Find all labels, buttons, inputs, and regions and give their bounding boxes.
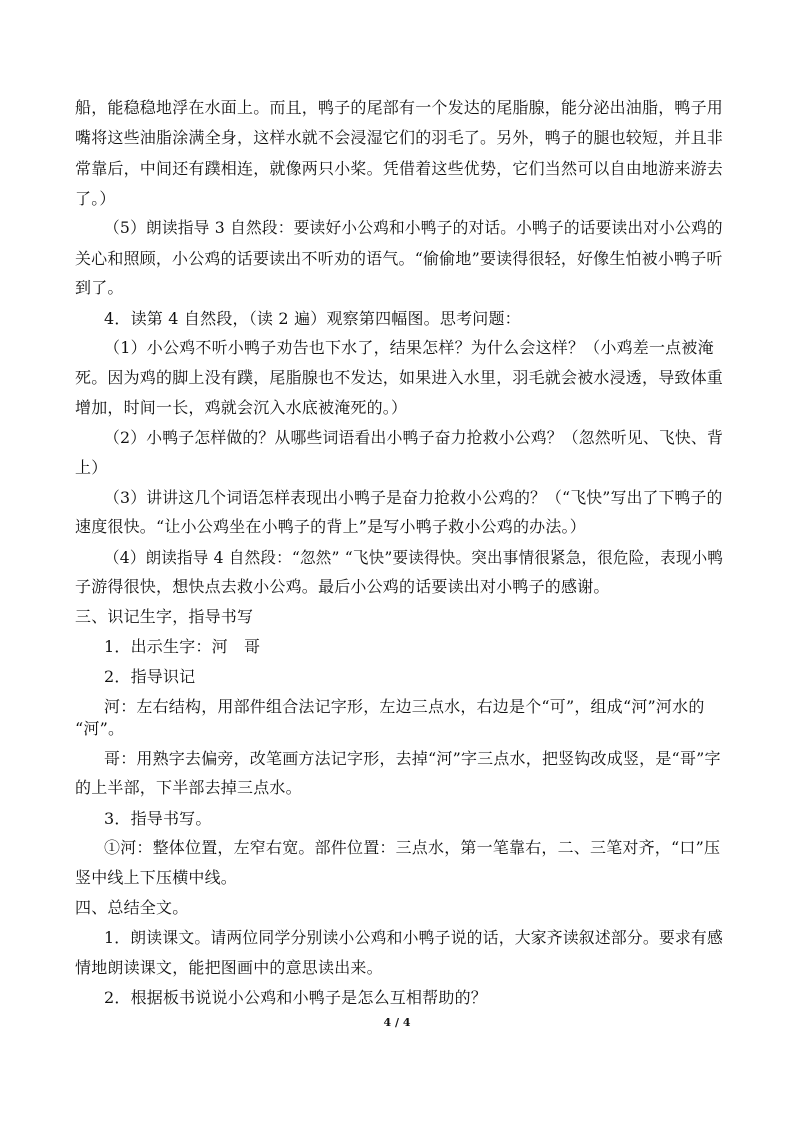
text-line: 上） bbox=[75, 457, 108, 477]
text-line: 情地朗读课文，能把图画中的意思读出来。 bbox=[75, 957, 383, 977]
text-line: 嘴将这些油脂涂满全身，这样水就不会浸湿它们的羽毛了。另外，鸭子的腿也较短，并且非 bbox=[75, 128, 724, 148]
text-line: 竖中线上下压横中线。 bbox=[75, 868, 238, 888]
text-line: 速度很快。“让小公鸡坐在小鸭子的背上”是写小鸭子救小公鸡的办法。） bbox=[75, 517, 586, 537]
section-heading: 四、总结全文。 bbox=[75, 897, 189, 917]
text-line: （2）小鸭子怎样做的？从哪些词语看出小鸭子奋力抢救小公鸡？（忽然听见、飞快、背 bbox=[104, 428, 723, 448]
text-line: （3）讲讲这几个词语怎样表现出小鸭子是奋力抢救小公鸡的？（“飞快”写出了下鸭子的 bbox=[104, 487, 723, 507]
text-line: 哥：用熟字去偏旁，改笔画方法记字形，去掉“河”字三点水，把竖钩改成竖，是“哥”字 bbox=[104, 748, 721, 768]
text-line: ①河：整体位置，左窄右宽。部件位置：三点水，第一笔靠右，二、三笔对齐，“口”压 bbox=[104, 838, 721, 858]
text-line: 船，能稳稳地浮在水面上。而且，鸭子的尾部有一个发达的尾脂腺，能分泌出油脂，鸭子用 bbox=[75, 98, 724, 117]
text-line: 到了。 bbox=[75, 278, 124, 298]
text-line: 的上半部，下半部去掉三点水。 bbox=[75, 778, 302, 798]
text-line: 常靠后，中间还有蹼相连，就像两只小桨。凭借着这些优势，它们当然可以自由地游来游去 bbox=[75, 158, 724, 178]
list-item: 3．指导书写。 bbox=[104, 808, 212, 828]
text-line: （1）小公鸡不听小鸭子劝告也下水了，结果怎样？为什么会这样？（小鸡差一点被淹 bbox=[104, 338, 714, 357]
text-line: （5）朗读指导 3 自然段：要读好小公鸡和小鸭子的对话。小鸭子的话要读出对小公鸡的 bbox=[104, 218, 723, 238]
list-item: 4．读第 4 自然段，（读 2 遍）观察第四幅图。思考问题： bbox=[104, 308, 521, 328]
list-item: 1．朗读课文。请两位同学分别读小公鸡和小鸭子说的话，大家齐读叙述部分。要求有感 bbox=[104, 928, 723, 948]
text-line: 死。因为鸡的脚上没有蹼，尾脂腺也不发达，如果进入水里，羽毛就会被水浸透，导致体重 bbox=[75, 368, 724, 388]
text-line: 子游得很快，想快点去救小公鸡。最后小公鸡的话要读出对小鸭子的感谢。 bbox=[75, 577, 610, 597]
text-line: 河：左右结构，用部件组合法记字形，左边三点水，右边是个“可”，组成“河”河水的 bbox=[104, 696, 705, 716]
section-heading: 三、识记生字，指导书写 bbox=[75, 607, 254, 627]
list-item: 2．指导识记 bbox=[104, 667, 196, 687]
text-line: （4）朗读指导 4 自然段：“忽然” “飞快”要读得快。突出事情很紧急，很危险，表现小鸭 bbox=[104, 547, 724, 567]
text-line: “河”。 bbox=[75, 719, 125, 739]
text-line: 增加，时间一长，鸡就会沉入水底被淹死的。） bbox=[75, 397, 408, 417]
page-number: 4 / 4 bbox=[383, 1016, 411, 1029]
list-item: 2．根据板书说说小公鸡和小鸭子是怎么互相帮助的？ bbox=[104, 988, 487, 1007]
list-item: 1．出示生字：河 哥 bbox=[104, 636, 261, 656]
text-line: 关心和照顾，小公鸡的话要读出不听劝的语气。“偷偷地”要读得很轻，好像生怕被小鸭子听 bbox=[75, 248, 723, 268]
text-line: 了。） bbox=[75, 188, 116, 208]
